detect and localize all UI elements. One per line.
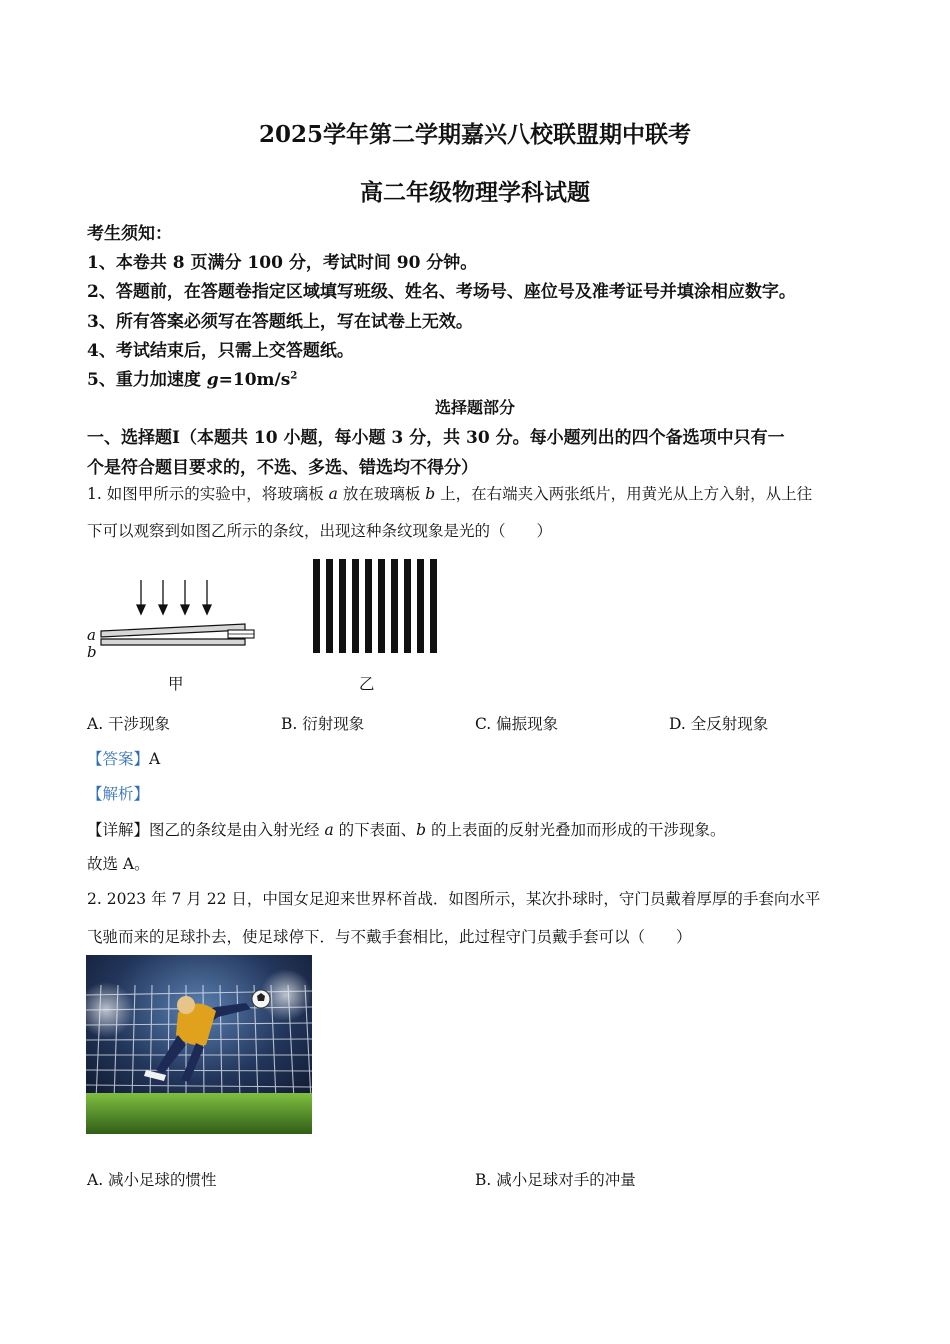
q1-figure-label-a: a bbox=[87, 626, 96, 644]
glass-plate-a bbox=[101, 624, 245, 637]
q1-figure-jia bbox=[85, 575, 265, 665]
q1-option-d[interactable]: D. 全反射现象 bbox=[669, 715, 769, 733]
q1-stem-part: 上，在右端夹入两张纸片，用黄光从上方入射，从上往 bbox=[435, 485, 813, 503]
detail-text: 图乙的条纹是由入射光经 bbox=[149, 821, 325, 839]
pitch-grass bbox=[86, 1093, 312, 1134]
q2-option-a[interactable]: A. 减小足球的惯性 bbox=[87, 1171, 217, 1189]
gravity-symbol: g bbox=[206, 370, 219, 390]
detail-tag: 【详解】 bbox=[87, 821, 150, 839]
q1-conclusion: 故选 A。 bbox=[87, 855, 150, 873]
q1-stem-line1 bbox=[87, 482, 812, 504]
q2-options bbox=[0, 1168, 950, 1190]
detail-text: 的上表面的反射光叠加而形成的干涉现象。 bbox=[426, 821, 726, 839]
part1-instructions-line2: 个是符合题目要求的，不选、多选、错选均不得分） bbox=[87, 458, 478, 478]
gravity-value: =10m/s bbox=[218, 370, 291, 390]
q1-answer bbox=[87, 747, 160, 769]
notice-item-5-prefix: 5、重力加速度 bbox=[87, 370, 207, 390]
analysis-tag: 【解析】 bbox=[87, 785, 150, 803]
detail-var-a: a bbox=[324, 821, 334, 839]
q1-figure-label-b: b bbox=[87, 643, 97, 661]
q1-var-a: a bbox=[328, 485, 338, 503]
q1-var-b: b bbox=[425, 485, 436, 503]
detail-var-b: b bbox=[416, 821, 427, 839]
q1-option-a[interactable]: A. 干涉现象 bbox=[87, 715, 171, 733]
part1-instructions-line1: 一、选择题Ⅰ（本题共 10 小题，每小题 3 分，共 30 分。每小题列出的四个备选项中只有一 bbox=[87, 428, 785, 448]
q1-detail bbox=[87, 818, 726, 840]
q1-figure-yi-fringes bbox=[313, 559, 437, 653]
notice-item-4: 4、考试结束后，只需上交答题纸。 bbox=[87, 341, 354, 361]
q1-option-b[interactable]: B. 衍射现象 bbox=[281, 715, 365, 733]
q1-option-c[interactable]: C. 偏振现象 bbox=[475, 715, 559, 733]
q1-stem-part: 放在玻璃板 bbox=[337, 485, 426, 503]
gravity-exponent: 2 bbox=[290, 370, 298, 382]
detail-text: 的下表面、 bbox=[333, 821, 417, 839]
exam-subtitle: 高二年级物理学科试题 bbox=[360, 179, 590, 206]
q1-stem-line2: 下可以观察到如图乙所示的条纹，出现这种条纹现象是光的（ ） bbox=[87, 522, 553, 540]
notice-item-2: 2、答题前，在答题卷指定区域填写班级、姓名、考场号、座位号及准考证号并填涂相应数字。 bbox=[87, 282, 796, 302]
notice-item-3: 3、所有答案必须写在答题纸上，写在试卷上无效。 bbox=[87, 312, 473, 332]
q1-caption-jia: 甲 bbox=[168, 675, 184, 693]
answer-tag: 【答案】 bbox=[87, 750, 150, 768]
light-arrows-icon bbox=[137, 580, 211, 614]
q1-stem-part: 1. 如图甲所示的实验中，将玻璃板 bbox=[87, 485, 329, 503]
q1-caption-yi: 乙 bbox=[359, 675, 375, 693]
notice-item-1: 1、本卷共 8 页满分 100 分，考试时间 90 分钟。 bbox=[87, 253, 478, 273]
notice-item-5 bbox=[87, 365, 297, 390]
answer-value: A bbox=[149, 750, 161, 768]
q2-stem-line2: 飞驰而来的足球扑去，使足球停下．与不戴手套相比，此过程守门员戴手套可以（ ） bbox=[87, 928, 692, 946]
q2-stem-line1: 2. 2023 年 7 月 22 日，中国女足迎来世界杯首战．如图所示，某次扑球时，守门员戴着厚厚的手套向水平 bbox=[87, 890, 821, 908]
notice-heading: 考生须知： bbox=[87, 224, 172, 244]
q1-options bbox=[0, 712, 950, 734]
glass-plate-b bbox=[101, 639, 245, 645]
q2-option-b[interactable]: B. 减小足球对手的冲量 bbox=[475, 1171, 636, 1189]
exam-title: 2025学年第二学期嘉兴八校联盟期中联考 bbox=[258, 121, 691, 148]
section-title: 选择题部分 bbox=[434, 398, 515, 417]
goalkeeper-photo bbox=[86, 955, 312, 1134]
